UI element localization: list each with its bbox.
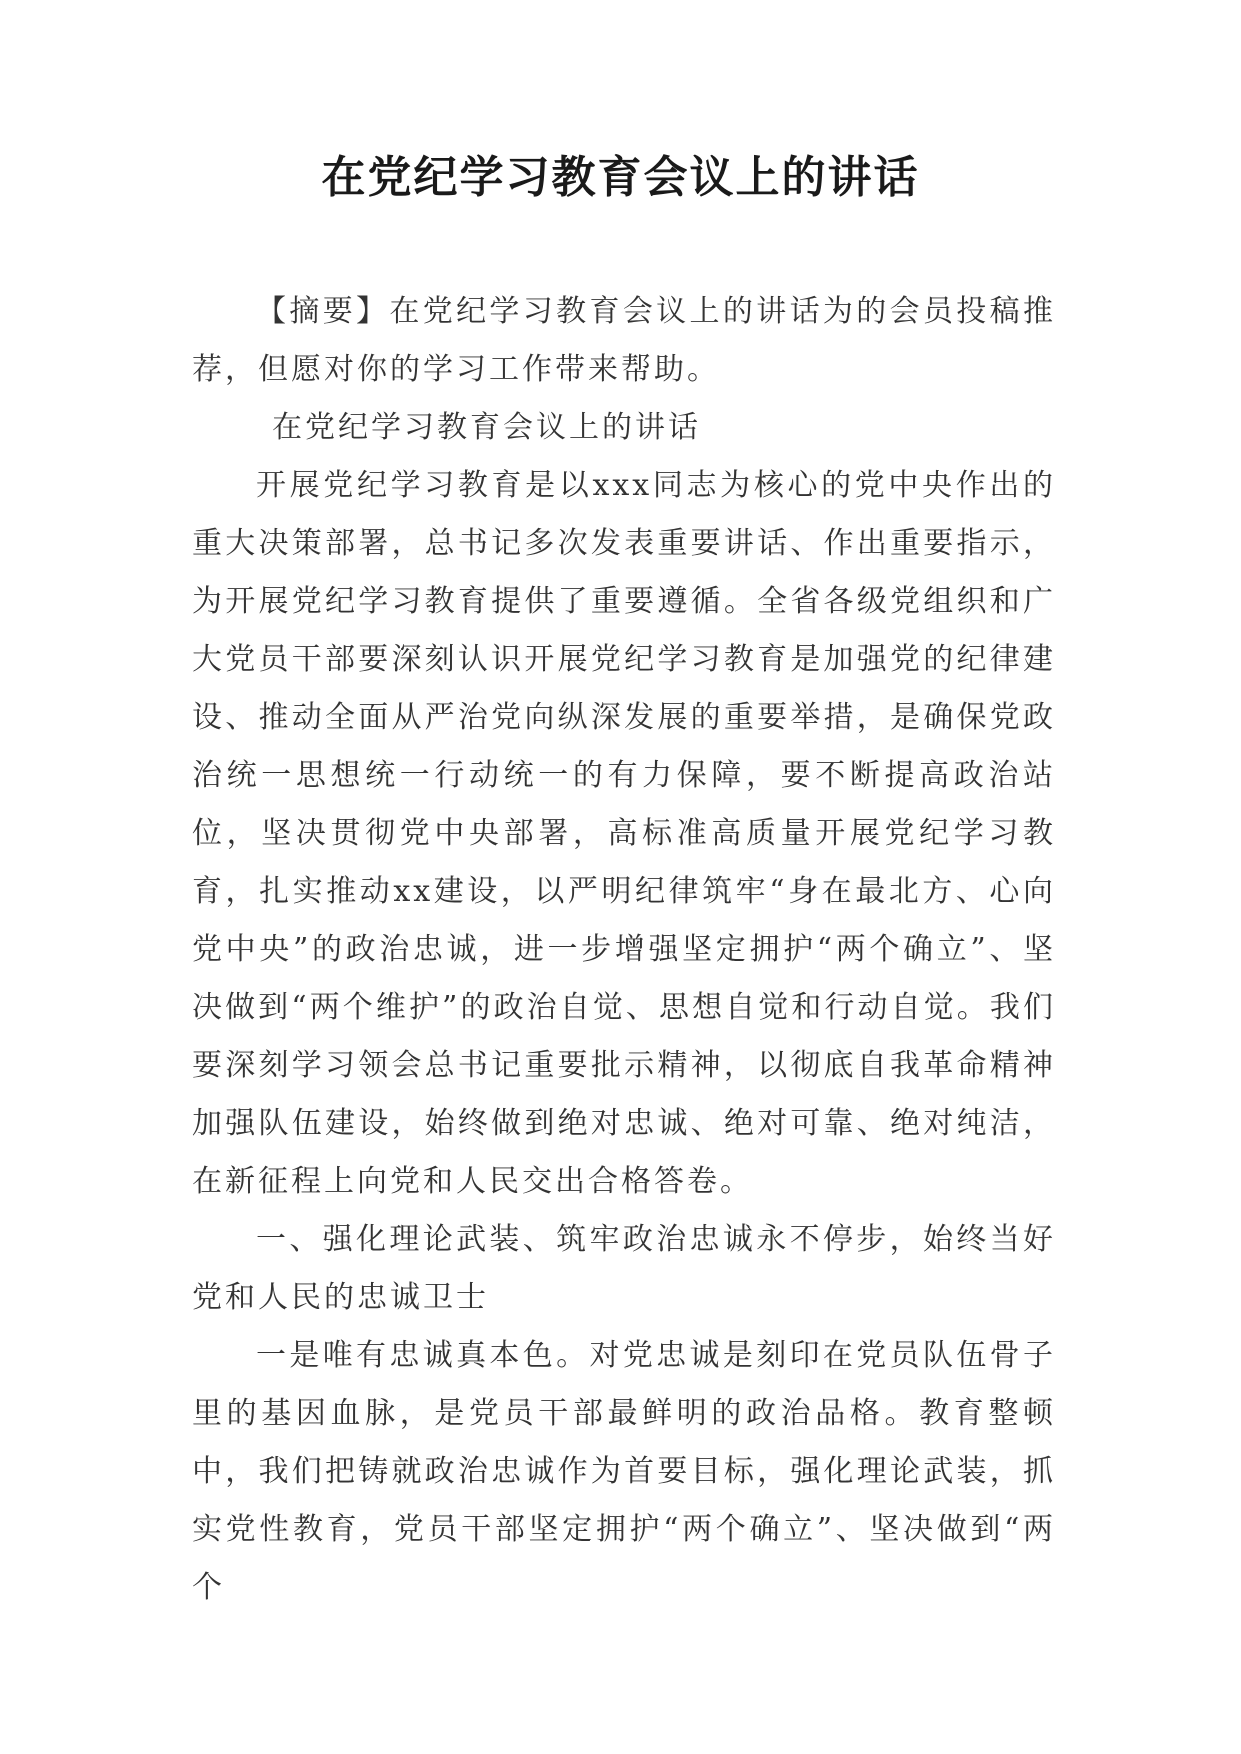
speech-subtitle: 在党纪学习教育会议上的讲话 [272, 410, 701, 445]
section-heading: 一、强化理论武装、筑牢政治忠诚永不停步，始终当好党和人民的忠诚卫士 [192, 1222, 1056, 1315]
document-body [192, 283, 1056, 1617]
body-paragraph: 开展党纪学习教育是以xxx同志为核心的党中央作出的重大决策部署，总书记多次发表重要讲话、作出重要指示，为开展党纪学习教育提供了重要遵循。全省各级党组织和广大党员干部要深刻认识开展党纪学习教育是加强党的纪律建设、推动全面从严治党向纵深发展的重要举措，是确保党政治统一思想统一行动统一的有力保障，要不断提高政治站位，坚决贯彻党中央部署，高标准高质量开展党纪学习教育，扎实推动xx建设，以严明纪律筑牢“身在最北方、心向党中央”的政治忠诚，进一步增强坚定拥护“两个确立”、坚决做到“两个维护”的政治自觉、思想自觉和行动自觉。我们要深刻学习领会总书记重要批示精神，以彻底自我革命精神加强队伍建设，始终做到绝对忠诚、绝对可靠、绝对纯洁，在新征程上向党和人民交出合格答卷。 [192, 468, 1056, 1199]
document-title: 在党纪学习教育会议上的讲话 [321, 152, 920, 203]
abstract-paragraph: 【摘要】在党纪学习教育会议上的讲话为的会员投稿推荐，但愿对你的学习工作带来帮助。 [192, 294, 1056, 387]
body-paragraph: 一是唯有忠诚真本色。对党忠诚是刻印在党员队伍骨子里的基因血脉，是党员干部最鲜明的政治品格。教育整顿中，我们把铸就政治忠诚作为首要目标，强化理论武装，抓实党性教育，党员干部坚定拥护“两个确立”、坚决做到“两个 [192, 1338, 1056, 1605]
